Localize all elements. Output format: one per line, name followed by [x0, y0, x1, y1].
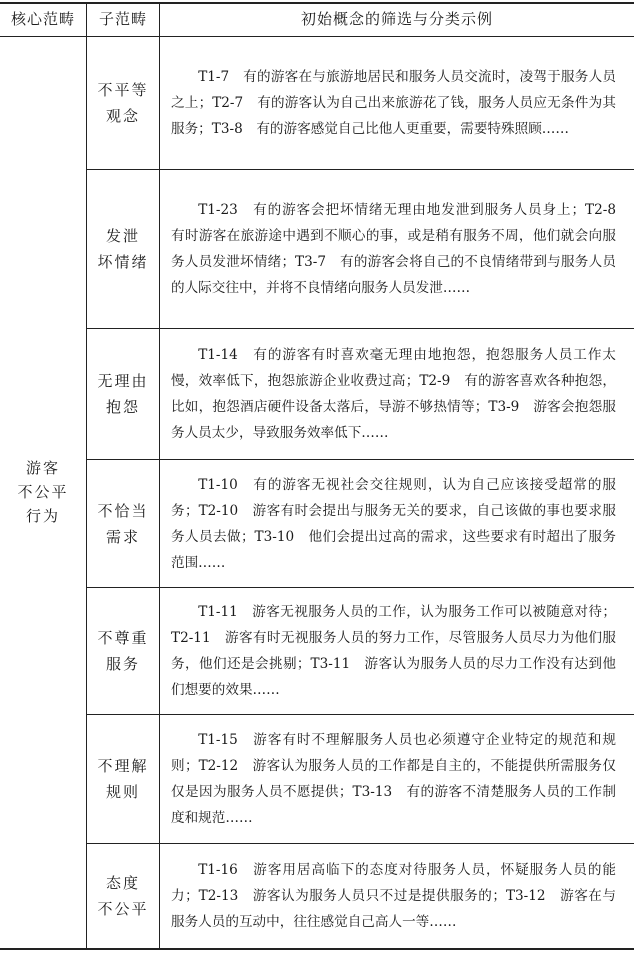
example-cell: [171, 844, 616, 948]
example-cell: [171, 37, 616, 169]
example-cell: [171, 460, 616, 587]
sub-category-line: 规则: [105, 783, 140, 801]
example-text: T1-23 有的游客会把坏情绪无理由地发泄到服务人员身上；T2-8 有时游客在旅游途中遇到不顺心的事，或是稍有服务不周，他们就会向服务人员发泄坏情绪；T3-7 有的游客会将自己的不良情绪带到与服务人员的人际交往中，并将不良情绪向服务人员发泄……: [171, 202, 630, 296]
sub-category-cell: [87, 588, 159, 714]
example-text: T1-10 有的游客无视社会交往规则，认为自己应该接受超常的服务；T2-10 游客有时会提出与服务无关的要求，自己该做的事也要求服务人员去做；T3-10 他们会提出过高的需求，这些要求有时超出了服务范围……: [171, 476, 616, 571]
sub-category-line: 不尊重: [97, 629, 149, 647]
example-text: T1-14 有的游客有时喜欢毫无理由地抱怨，抱怨服务人员工作太慢，效率低下，抱怨旅游企业收费过高；T2-9 有的游客喜欢各种抱怨，比如，抱怨酒店硬件设备太落后，导游不够热情等；T3-9 游客会抱怨服务人员太少，导致服务效率低下……: [171, 347, 616, 441]
sub-category-line: 不恰当: [97, 501, 149, 520]
example-cell: [171, 170, 630, 328]
header-core-category: 核心范畴: [10, 9, 75, 28]
sub-category-line: 不平等: [97, 81, 149, 99]
sub-category-cell: [87, 329, 159, 459]
sub-category-line: 需求: [105, 527, 140, 546]
column-divider: [159, 2, 160, 950]
table-bottom-rule: [0, 948, 634, 950]
header-examples: 初始概念的筛选与分类示例: [300, 9, 493, 28]
header-sub-category: 子范畴: [98, 9, 147, 28]
sub-category-cell: [87, 37, 159, 169]
sub-category-line: 态度: [105, 874, 140, 892]
core-category-cell: [0, 36, 86, 948]
sub-category-cell: [87, 715, 159, 843]
sub-category-cell: [87, 844, 159, 948]
sub-category-line: 发泄: [105, 227, 140, 245]
example-text: T1-15 游客有时不理解服务人员也必须遵守企业特定的规范和规则；T2-12 游客认为服务人员的工作都是自主的，不能提供所需服务仅仅是因为服务人员不愿提供；T3-13 有的游客不清楚服务人员的工作制度和规范……: [171, 732, 616, 826]
sub-category-line: 坏情绪: [97, 253, 149, 271]
core-category-line: 游客: [25, 459, 60, 477]
sub-category-line: 抱怨: [105, 398, 140, 416]
core-category-line: 不公平: [17, 483, 69, 501]
sub-category-cell: [87, 170, 159, 328]
sub-category-line: 不理解: [97, 757, 149, 775]
example-text: T1-11 游客无视服务人员的工作，认为服务工作可以被随意对待；T2-11 游客有时无视服务人员的努力工作，尽管服务人员尽力为他们服务，他们还是会挑剔；T3-11 游客认为服务人员的尽力工作没有达到他们想要的效果……: [171, 604, 616, 698]
example-cell: [171, 715, 616, 843]
example-cell: [171, 329, 616, 459]
sub-category-line: 无理由: [97, 372, 149, 390]
sub-category-cell: [87, 460, 159, 587]
example-text: T1-16 游客用居高临下的态度对待服务人员，怀疑服务人员的能力；T2-13 游客认为服务人员只不过是提供服务的；T3-12 游客在与服务人员的互动中，往往感觉自己高人一等……: [171, 862, 616, 930]
sub-category-line: 不公平: [97, 900, 149, 918]
core-category-line: 行为: [25, 507, 60, 525]
example-text: T1-7 有的游客在与旅游地居民和服务人员交流时，凌驾于服务人员之上；T2-7 有的游客认为自己出来旅游花了钱，服务人员应无条件为其服务；T3-8 有的游客感觉自己比他人更重要，需要特殊照顾……: [171, 69, 616, 137]
sub-category-line: 服务: [105, 655, 140, 673]
sub-category-line: 观念: [105, 107, 140, 125]
example-cell: [171, 588, 616, 714]
